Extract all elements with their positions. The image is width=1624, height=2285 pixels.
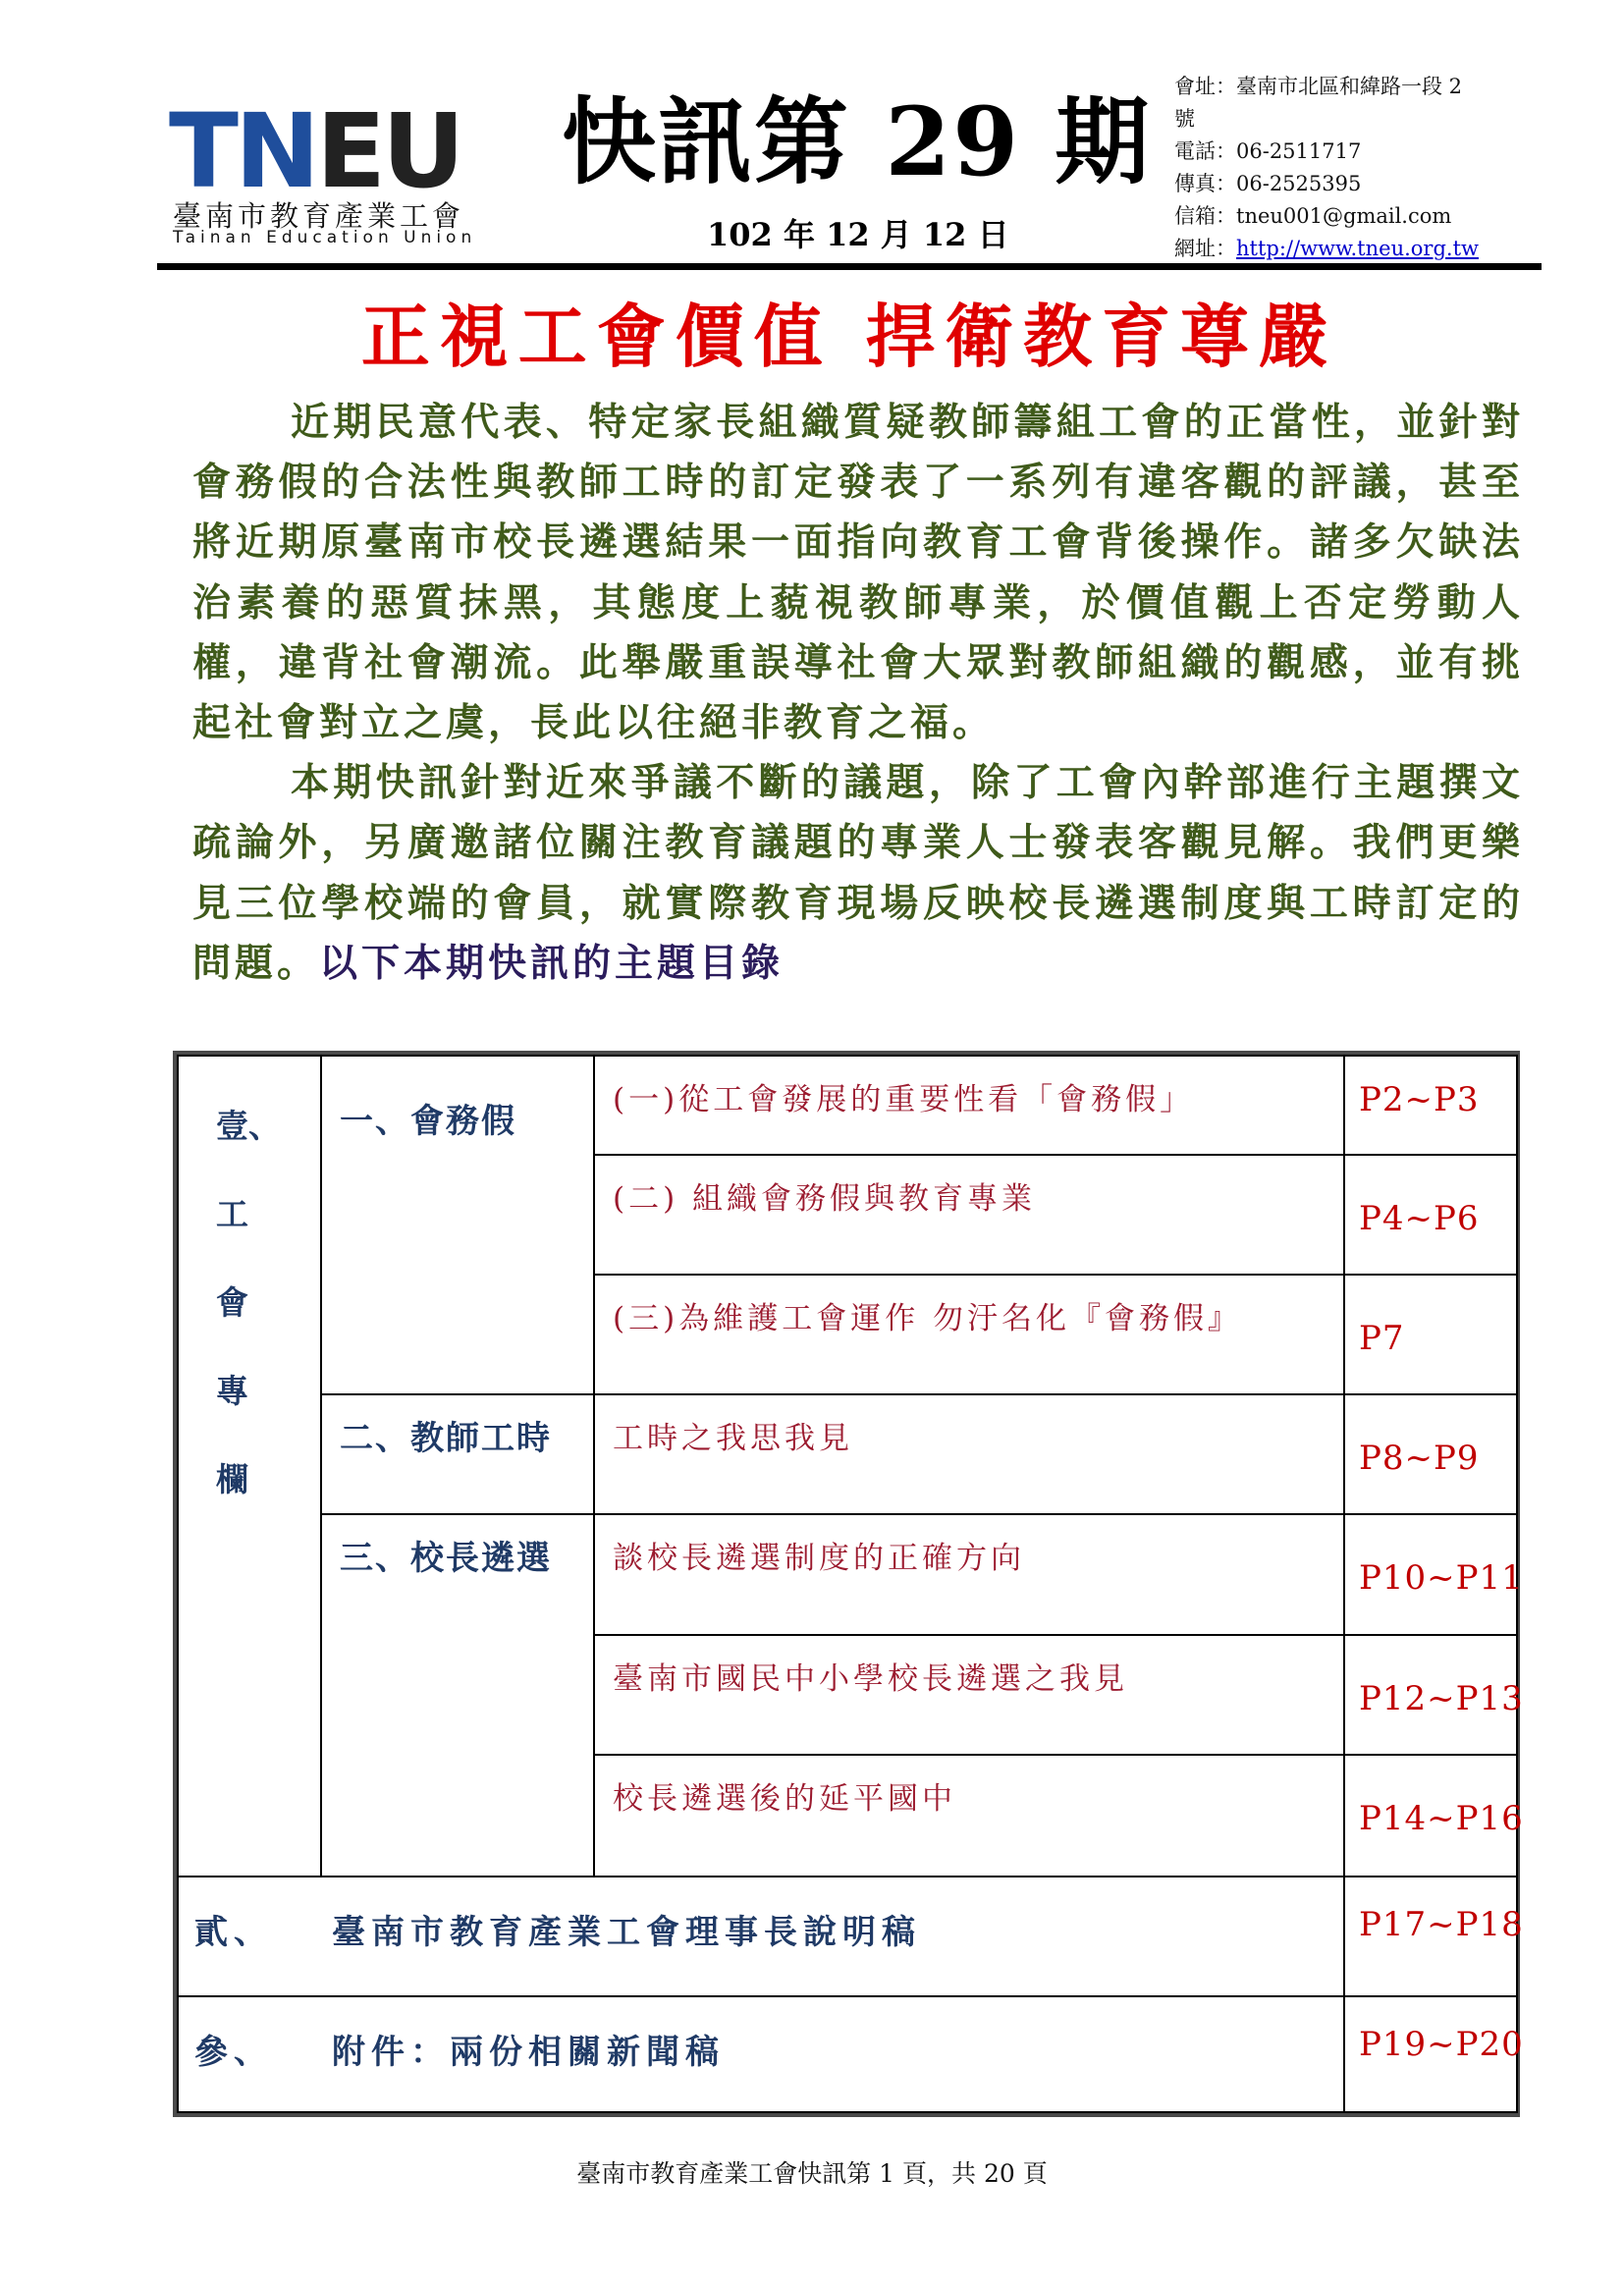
contact-fax: 傳真：06-2525395	[1174, 172, 1362, 195]
page-footer: 臺南市教育產業工會快訊第 1 頁，共 20 頁	[576, 2159, 1048, 2188]
section-3-label: 參、	[194, 2033, 273, 2073]
toc-row[interactable]: 校長遴選後的延平國中	[594, 1755, 1344, 1877]
logo-wordmark: TNEU	[169, 91, 461, 211]
toc-table	[173, 1051, 1524, 2117]
toc-page: P4~P6	[1344, 1155, 1517, 1275]
toc-row[interactable]: 工時之我思我見	[594, 1394, 1344, 1514]
section-3-title: 附件：兩份相關新聞稿	[332, 2033, 725, 2073]
logo-english-name: Tainan Education Union	[173, 228, 477, 247]
contact-email: 信箱：tneu001@gmail.com	[1174, 204, 1452, 228]
toc-row[interactable]: (三)為維護工會運作 勿汙名化『會務假』	[594, 1275, 1344, 1394]
subsection-teacher-hours: 二、教師工時	[321, 1394, 594, 1514]
issue-title: 快訊第 29 期	[562, 86, 1152, 197]
subsection-principal-selection: 三、校長遴選	[321, 1514, 594, 1876]
header-divider	[157, 263, 1542, 270]
article-body	[192, 393, 1524, 994]
section-3-row[interactable]	[178, 1996, 1344, 2112]
headline: 正視工會價值 捍衛教育尊嚴	[360, 296, 1338, 377]
section-2-label: 貳、	[194, 1912, 273, 1952]
contact-address: 會址：臺南市北區和緯路一段 2	[1174, 75, 1463, 98]
toc-page: P2~P3	[1344, 1056, 1517, 1155]
toc-lead: 以下本期快訊的主題目錄	[319, 940, 785, 986]
toc-page: P19~P20	[1344, 1996, 1517, 2112]
subsection-union-leave: 一、會務假	[321, 1056, 594, 1394]
section-2-row[interactable]	[178, 1877, 1344, 1996]
contact-address-cont: 號	[1174, 107, 1195, 131]
toc-row[interactable]: 談校長遴選制度的正確方向	[594, 1514, 1344, 1634]
website-link[interactable]: http://www.tneu.org.tw	[1236, 237, 1479, 260]
contact-info	[1174, 71, 1547, 265]
contact-website: 網址：http://www.tneu.org.tw	[1174, 237, 1479, 260]
toc-page: P17~P18	[1344, 1877, 1517, 1996]
toc-row[interactable]: (二) 組織會務假與教育專業	[594, 1155, 1344, 1275]
contact-phone: 電話：06-2511717	[1174, 139, 1362, 163]
paragraph-1: 近期民意代表、特定家長組織質疑教師籌組工會的正當性，並針對會務假的合法性與教師工時的訂定發表了一系列有違客觀的評議，甚至將近期原臺南市校長遴選結果一面指向教育工會背後操作。諸多欠缺法治素養的惡質抹黑，其態度上藐視教師專業，於價值觀上否定勞動人權，違背社會潮流。此舉嚴重誤導社會大眾對教師組織的觀感，並有挑起社會對立之虞，長此以往絕非教育之福。	[192, 400, 1524, 746]
paragraph-2: 本期快訊針對近來爭議不斷的議題，除了工會內幹部進行主題撰文疏論外，另廣邀諸位關注教育議題的專業人士發表客觀見解。我們更樂見三位學校端的會員，就實際教育現場反映校長遴選制度與工時訂定的問題。以下本期快訊的主題目錄	[192, 760, 1524, 986]
toc-page: P14~P16	[1344, 1755, 1517, 1877]
toc-page: P8~P9	[1344, 1394, 1517, 1514]
toc-row[interactable]: 臺南市國民中小學校長遴選之我見	[594, 1635, 1344, 1755]
tneu-logo	[169, 91, 542, 247]
toc-row[interactable]: (一)從工會發展的重要性看「會務假」	[594, 1056, 1344, 1155]
toc-page: P10~P11	[1344, 1514, 1517, 1634]
section-1-label: 壹、 工 會 專 欄	[178, 1056, 321, 1877]
toc-page: P12~P13	[1344, 1635, 1517, 1755]
issue-date: 102 年 12 月 12 日	[707, 216, 1009, 253]
section-2-title: 臺南市教育產業工會理事長說明稿	[332, 1912, 921, 1952]
logo-chinese-name: 臺南市教育產業工會	[173, 199, 465, 233]
toc-page: P7	[1344, 1275, 1517, 1394]
